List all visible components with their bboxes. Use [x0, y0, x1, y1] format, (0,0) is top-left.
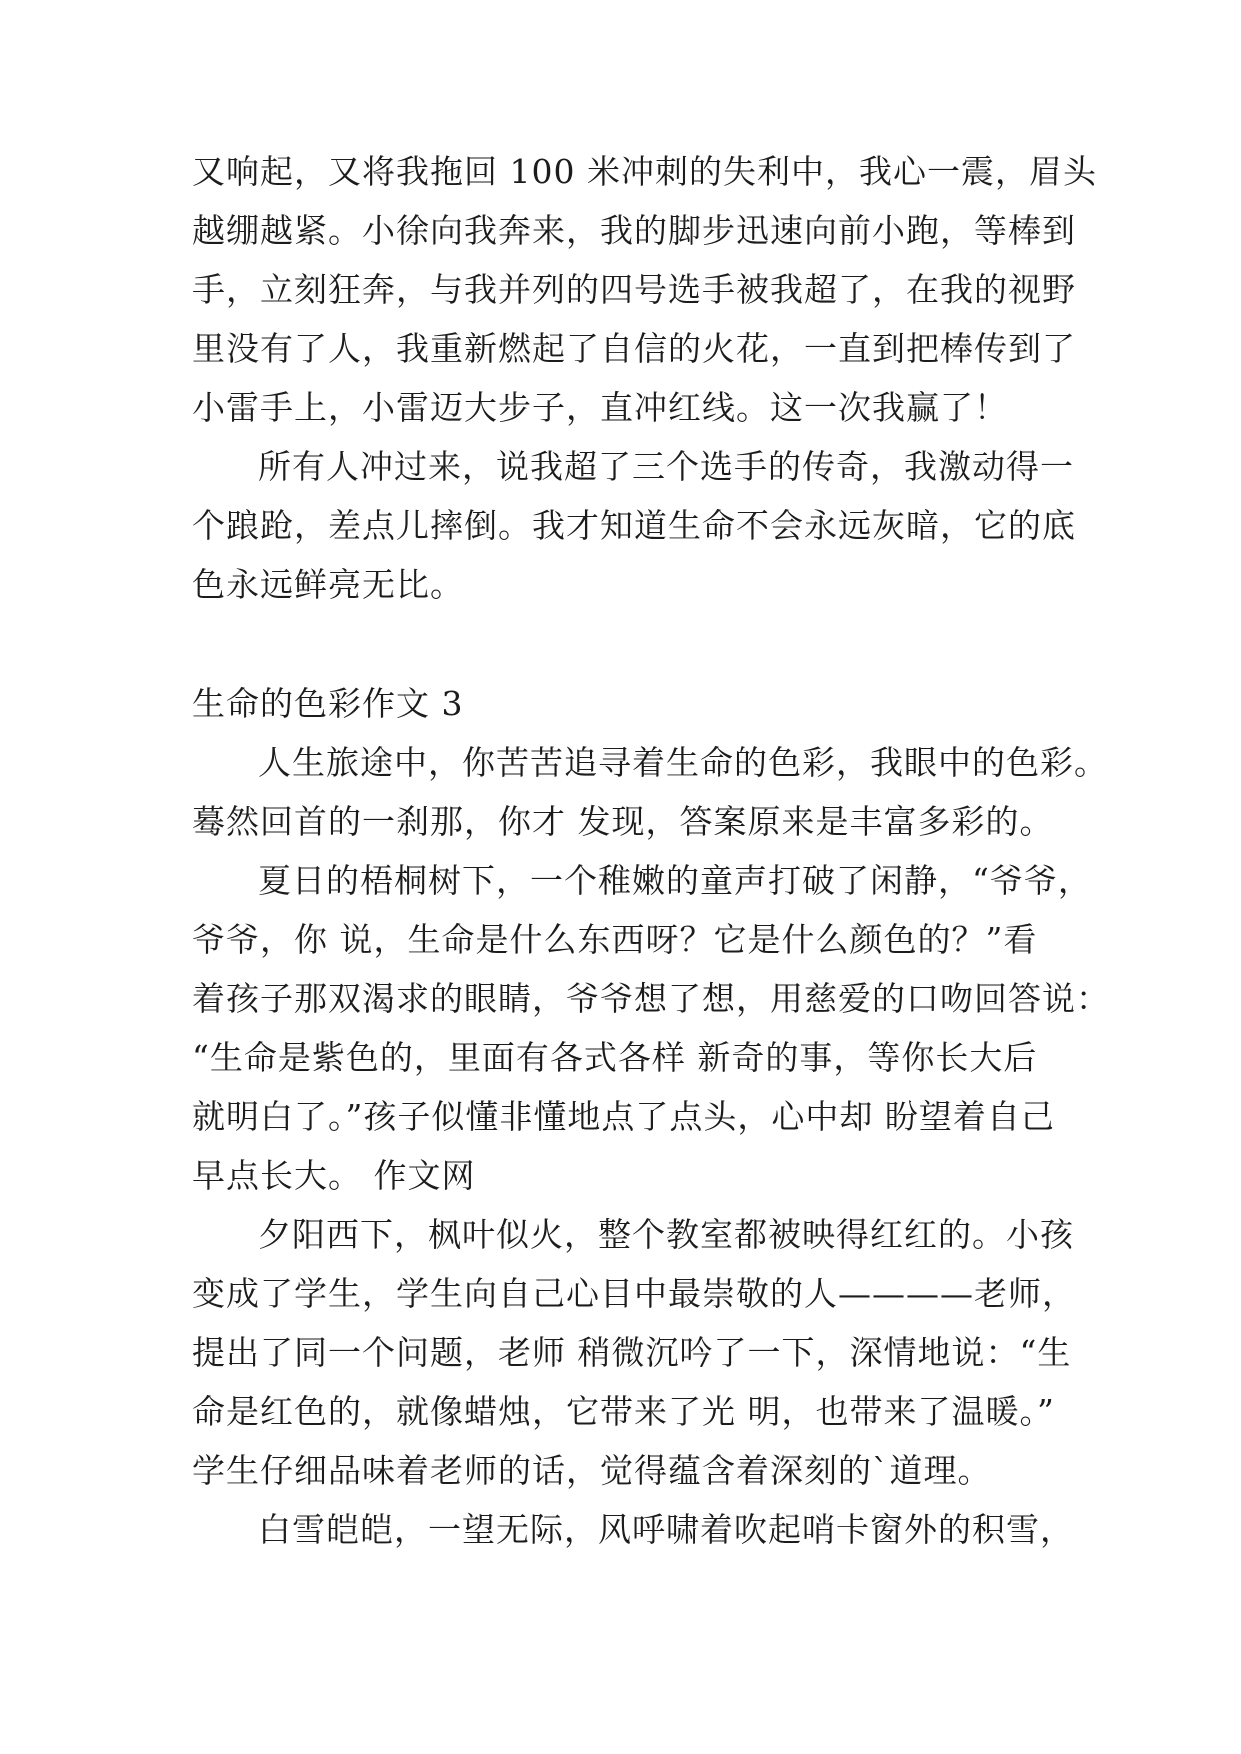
text-line: 个踉跄，差点儿摔倒。我才知道生命不会永远灰暗，它的底 — [192, 506, 1076, 545]
text-line: 命是红色的，就像蜡烛，它带来了光 明，也带来了温暖。” — [192, 1392, 1055, 1431]
essay-3 — [192, 674, 1110, 1559]
text-line: “生命是紫色的，里面有各式各样 新奇的事，等你长大后 — [192, 1038, 1038, 1077]
text-line: 学生仔细品味着老师的话，觉得蕴含着深刻的`道理。 — [192, 1451, 992, 1490]
text-line: 爷爷，你 说，生命是什么东西呀？它是什么颜色的？”看 — [192, 920, 1038, 959]
text-line: 里没有了人，我重新燃起了自信的火花，一直到把棒传到了 — [192, 329, 1076, 368]
text-line: 手，立刻狂奔，与我并列的四号选手被我超了，在我的视野 — [192, 270, 1076, 309]
text-line: 夏日的梧桐树下，一个稚嫩的童声打破了闲静，“爷爷， — [258, 861, 1092, 900]
text-line: 就明白了。”孩子似懂非懂地点了点头，心中却 盼望着自己 — [192, 1097, 1055, 1136]
story-continuation — [192, 142, 1097, 614]
text-line: 色永远鲜亮无比。 — [192, 565, 464, 604]
text-line: 小雷手上，小雷迈大步子，直冲红线。这一次我赢了！ — [192, 388, 1008, 427]
text-line: 白雪皑皑，一望无际，风呼啸着吹起哨卡窗外的积雪， — [258, 1510, 1074, 1549]
text-line: 蓦然回首的一刹那，你才 发现，答案原来是丰富多彩的。 — [192, 802, 1054, 841]
text-line: 人生旅途中，你苦苦追寻着生命的色彩，我眼中的色彩。 — [258, 743, 1108, 782]
text-line: 夕阳西下，枫叶似火，整个教室都被映得红红的。小孩 — [258, 1215, 1074, 1254]
text-line: 越绷越紧。小徐向我奔来，我的脚步迅速向前小跑，等棒到 — [192, 211, 1076, 250]
text-line: 着孩子那双渴求的眼睛，爷爷想了想，用慈爱的口吻回答说： — [192, 979, 1110, 1018]
text-line: 早点长大。 作文网 — [192, 1156, 476, 1195]
text-line: 又响起，又将我拖回 100 米冲刺的失利中，我心一震，眉头 — [192, 152, 1097, 191]
text-line: 变成了学生，学生向自己心目中最崇敬的人————老师， — [192, 1274, 1076, 1313]
text-line: 所有人冲过来，说我超了三个选手的传奇，我激动得一 — [258, 447, 1074, 486]
essay-title: 生命的色彩作文 3 — [192, 684, 464, 723]
text-line: 提出了同一个问题，老师 稍微沉吟了一下，深情地说：“生 — [192, 1333, 1072, 1372]
